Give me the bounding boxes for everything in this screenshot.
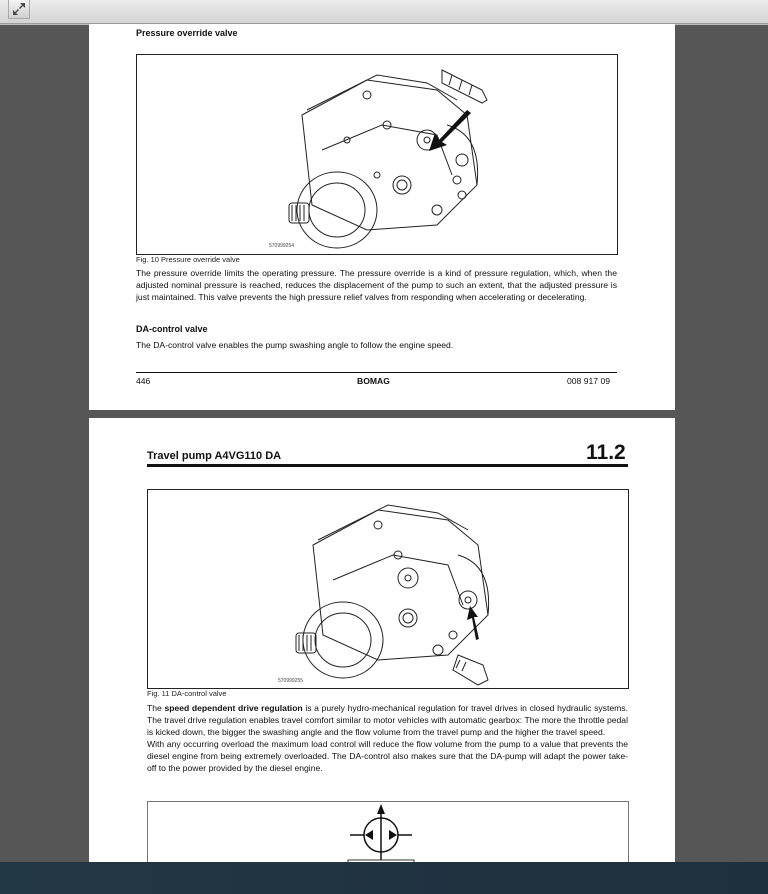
figure-caption: Fig. 10 Pressure override valve: [136, 255, 240, 264]
footer-divider: [136, 372, 617, 373]
hydraulic-pump-drawing: [137, 55, 617, 254]
section-divider: [147, 464, 628, 467]
document-page-446: [89, 24, 675, 410]
paragraph-text: The pressure override limits the operating pressure. The pressure override is a kind of pressure regulation, which, when the adjusted nominal pressure is reached, reduces the displacement of the pump to such an extent, that the adjusted pressure is just maintained. This valve prevents the high pressure relief valves from responding when accelerating or decelerating.: [136, 268, 617, 302]
footer-page-number: 446: [136, 376, 151, 386]
expand-arrows-icon: [12, 2, 26, 16]
footer-doc-number: 008 917 09: [567, 376, 611, 386]
footer-brand: BOMAG: [357, 376, 390, 386]
paragraph-overload: With any occurring overload the maximum load control will reduce the flow volume from the pump to a value that prevents the diesel engine from being extremely overloaded. The DA-control also makes sure that the DA-pump will adapt the power take-off to the power provided by the diesel engine.: [147, 739, 628, 773]
paragraph-text: The DA-control valve enables the pump swashing angle to follow the engine speed.: [136, 340, 454, 350]
bottom-overlay-bar: [0, 862, 768, 894]
paragraph-pre: The: [147, 703, 165, 713]
section-title: Travel pump A4VG110 DA: [147, 450, 282, 462]
figure-pressure-override-valve: [136, 54, 618, 255]
document-page-447: [89, 418, 675, 862]
figure-image-id: 570999254: [269, 243, 295, 249]
fullscreen-button[interactable]: [8, 0, 30, 19]
figure-image-id: 570999255: [278, 678, 304, 684]
figure-da-control-valve: [147, 489, 629, 689]
paragraph-drive-regulation: [147, 702, 628, 774]
paragraph-da-control: [136, 339, 617, 351]
viewer-toolbar: [0, 0, 768, 24]
section-number: 11.2: [586, 441, 626, 464]
heading-pressure-override-valve: Pressure override valve: [136, 28, 238, 38]
paragraph-pressure-override: [136, 267, 617, 303]
heading-da-control-valve: DA-control valve: [136, 324, 208, 334]
paragraph-post: is a purely hydro-mechanical regulation for travel drives in closed hydraulic systems. The travel drive regulation enables travel comfort similar to motor vehicles with automatic gearbox: The more the throttle pedal is kicked down, the bigger the swashing angle and the flow volume from the travel pump and the higher the travel speed.: [147, 703, 628, 737]
figure-caption: Fig. 11 DA-control valve: [147, 689, 227, 698]
paragraph-bold-term: speed dependent drive regulation: [164, 703, 303, 713]
hydraulic-pump-drawing: [148, 490, 628, 688]
